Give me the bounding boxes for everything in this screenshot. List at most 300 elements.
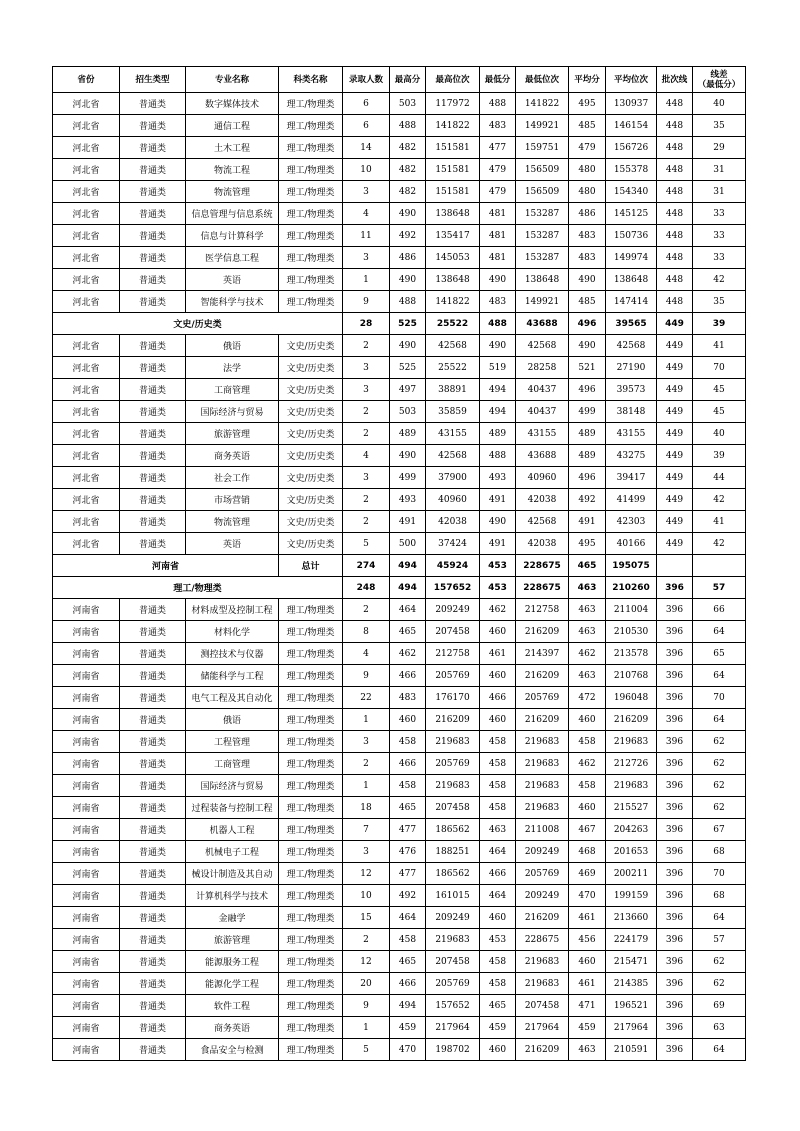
table-cell: 214397 — [516, 643, 569, 665]
table-cell: 458 — [480, 797, 516, 819]
column-header: 平均分 — [569, 67, 606, 93]
table-cell: 理工/物理类 — [279, 1017, 343, 1039]
table-cell: 481 — [480, 203, 516, 225]
table-cell: 42 — [693, 269, 746, 291]
table-cell: 483 — [569, 247, 606, 269]
table-cell: 209249 — [426, 907, 480, 929]
table-cell: 491 — [390, 511, 426, 533]
table-cell: 14 — [343, 137, 390, 159]
table-cell: 219683 — [516, 775, 569, 797]
table-cell: 41 — [693, 335, 746, 357]
table-cell: 448 — [657, 115, 693, 137]
table-cell: 金融学 — [186, 907, 279, 929]
table-cell: 普通类 — [120, 665, 186, 687]
table-cell: 工商管理 — [186, 753, 279, 775]
table-cell: 461 — [569, 907, 606, 929]
table-row — [53, 1039, 746, 1061]
table-cell: 67 — [693, 819, 746, 841]
total-row — [53, 555, 746, 577]
table-cell: 138648 — [426, 269, 480, 291]
table-cell: 35859 — [426, 401, 480, 423]
table-cell: 153287 — [516, 247, 569, 269]
table-row — [53, 775, 746, 797]
table-cell: 448 — [657, 137, 693, 159]
table-cell: 490 — [390, 269, 426, 291]
table-cell: 文史/历史类 — [279, 445, 343, 467]
table-cell: 396 — [657, 841, 693, 863]
table-cell: 河北省 — [53, 247, 120, 269]
table-cell: 448 — [657, 269, 693, 291]
table-cell: 396 — [657, 1017, 693, 1039]
table-cell: 河南省 — [53, 885, 120, 907]
table-row — [53, 247, 746, 269]
table-cell: 理工/物理类 — [279, 863, 343, 885]
table-cell: 460 — [480, 709, 516, 731]
table-cell: 153287 — [516, 203, 569, 225]
table-cell: 519 — [480, 357, 516, 379]
table-cell: 储能科学与工程 — [186, 665, 279, 687]
table-cell: 2 — [343, 511, 390, 533]
table-body — [53, 93, 746, 1061]
table-cell: 156509 — [516, 181, 569, 203]
table-cell: 458 — [480, 973, 516, 995]
table-cell: 过程装备与控制工程 — [186, 797, 279, 819]
table-cell: 138648 — [606, 269, 657, 291]
table-cell: 448 — [657, 159, 693, 181]
table-cell: 205769 — [426, 665, 480, 687]
table-cell: 理工/物理类 — [279, 841, 343, 863]
table-cell: 135417 — [426, 225, 480, 247]
table-cell: 480 — [569, 181, 606, 203]
total-cell: 465 — [569, 555, 606, 577]
table-cell: 理工/物理类 — [279, 885, 343, 907]
table-cell: 521 — [569, 357, 606, 379]
table-cell: 河北省 — [53, 379, 120, 401]
table-cell: 普通类 — [120, 489, 186, 511]
table-row — [53, 731, 746, 753]
table-cell: 460 — [480, 907, 516, 929]
table-cell: 491 — [480, 533, 516, 555]
table-cell: 466 — [390, 973, 426, 995]
table-cell: 486 — [569, 203, 606, 225]
table-cell: 河南省 — [53, 841, 120, 863]
table-cell: 460 — [480, 1039, 516, 1061]
table-cell: 462 — [480, 599, 516, 621]
table-cell: 31 — [693, 181, 746, 203]
table-cell: 449 — [657, 489, 693, 511]
subtotal-cell: 157652 — [426, 577, 480, 599]
subtotal-cell: 25522 — [426, 313, 480, 335]
table-cell: 42038 — [516, 533, 569, 555]
subtotal-cell: 525 — [390, 313, 426, 335]
table-row — [53, 115, 746, 137]
table-cell: 493 — [390, 489, 426, 511]
table-cell: 492 — [390, 885, 426, 907]
column-header: 平均位次 — [606, 67, 657, 93]
table-cell: 43155 — [426, 423, 480, 445]
table-cell: 理工/物理类 — [279, 951, 343, 973]
table-cell: 42038 — [516, 489, 569, 511]
table-cell: 68 — [693, 841, 746, 863]
table-cell: 207458 — [426, 621, 480, 643]
table-cell: 河南省 — [53, 1039, 120, 1061]
table-cell: 文史/历史类 — [279, 489, 343, 511]
table-cell: 普通类 — [120, 753, 186, 775]
table-cell: 40166 — [606, 533, 657, 555]
table-cell: 38148 — [606, 401, 657, 423]
table-cell: 147414 — [606, 291, 657, 313]
table-row — [53, 445, 746, 467]
table-cell: 458 — [480, 731, 516, 753]
table-cell: 396 — [657, 643, 693, 665]
table-cell: 河南省 — [53, 731, 120, 753]
table-cell: 70 — [693, 357, 746, 379]
table-cell: 449 — [657, 357, 693, 379]
table-cell: 物流管理 — [186, 511, 279, 533]
table-cell: 196048 — [606, 687, 657, 709]
table-cell: 河北省 — [53, 203, 120, 225]
table-cell: 205769 — [426, 753, 480, 775]
table-cell: 普通类 — [120, 115, 186, 137]
table-cell: 458 — [390, 731, 426, 753]
table-cell: 文史/历史类 — [279, 423, 343, 445]
table-cell: 9 — [343, 665, 390, 687]
table-cell: 物流管理 — [186, 181, 279, 203]
table-cell: 212758 — [516, 599, 569, 621]
table-cell: 207458 — [426, 951, 480, 973]
table-cell: 207458 — [426, 797, 480, 819]
table-cell: 449 — [657, 379, 693, 401]
table-cell: 216209 — [426, 709, 480, 731]
table-cell: 472 — [569, 687, 606, 709]
table-cell: 216209 — [516, 621, 569, 643]
table-cell: 396 — [657, 907, 693, 929]
table-cell: 理工/物理类 — [279, 247, 343, 269]
table-cell: 33 — [693, 247, 746, 269]
subtotal-cell: 28 — [343, 313, 390, 335]
table-cell: 149974 — [606, 247, 657, 269]
table-row — [53, 687, 746, 709]
table-cell: 490 — [390, 335, 426, 357]
table-cell: 490 — [480, 335, 516, 357]
table-cell: 463 — [569, 1039, 606, 1061]
table-cell: 396 — [657, 819, 693, 841]
table-cell: 文史/历史类 — [279, 357, 343, 379]
table-cell: 463 — [480, 819, 516, 841]
table-cell: 河北省 — [53, 137, 120, 159]
table-cell: 495 — [569, 533, 606, 555]
table-cell: 42038 — [426, 511, 480, 533]
table-cell: 法学 — [186, 357, 279, 379]
table-cell: 40437 — [516, 401, 569, 423]
table-cell: 河南省 — [53, 621, 120, 643]
table-cell: 42303 — [606, 511, 657, 533]
table-cell: 普通类 — [120, 511, 186, 533]
table-cell: 491 — [569, 511, 606, 533]
table-cell: 219683 — [516, 973, 569, 995]
table-cell: 普通类 — [120, 973, 186, 995]
table-row — [53, 137, 746, 159]
table-row — [53, 93, 746, 115]
table-cell: 448 — [657, 225, 693, 247]
table-cell: 社会工作 — [186, 467, 279, 489]
table-cell: 205769 — [516, 863, 569, 885]
table-cell: 俄语 — [186, 335, 279, 357]
table-cell: 河南省 — [53, 951, 120, 973]
table-cell: 2 — [343, 401, 390, 423]
table-cell: 4 — [343, 445, 390, 467]
table-cell: 461 — [480, 643, 516, 665]
table-row — [53, 753, 746, 775]
table-cell: 9 — [343, 995, 390, 1017]
table-cell: 492 — [390, 225, 426, 247]
table-cell: 503 — [390, 401, 426, 423]
table-cell: 62 — [693, 951, 746, 973]
table-cell: 219683 — [516, 753, 569, 775]
table-cell: 普通类 — [120, 1039, 186, 1061]
table-cell: 396 — [657, 951, 693, 973]
table-cell: 449 — [657, 467, 693, 489]
table-cell: 河南省 — [53, 709, 120, 731]
table-cell: 488 — [390, 291, 426, 313]
table-cell: 479 — [480, 181, 516, 203]
table-cell: 449 — [657, 511, 693, 533]
table-cell: 42 — [693, 489, 746, 511]
table-cell: 旅游管理 — [186, 929, 279, 951]
table-cell: 普通类 — [120, 841, 186, 863]
table-cell: 18 — [343, 797, 390, 819]
table-cell: 文史/历史类 — [279, 379, 343, 401]
table-cell: 464 — [480, 841, 516, 863]
table-cell: 207458 — [516, 995, 569, 1017]
table-cell: 文史/历史类 — [279, 335, 343, 357]
table-row — [53, 973, 746, 995]
table-cell: 151581 — [426, 159, 480, 181]
table-cell: 462 — [390, 643, 426, 665]
table-cell: 3 — [343, 379, 390, 401]
table-cell: 机器人工程 — [186, 819, 279, 841]
table-row — [53, 533, 746, 555]
table-cell: 216209 — [516, 665, 569, 687]
table-row — [53, 159, 746, 181]
table-cell: 483 — [480, 291, 516, 313]
table-cell: 490 — [480, 511, 516, 533]
table-cell: 理工/物理类 — [279, 709, 343, 731]
table-cell: 489 — [390, 423, 426, 445]
table-cell: 物流工程 — [186, 159, 279, 181]
table-cell: 471 — [569, 995, 606, 1017]
table-cell: 62 — [693, 797, 746, 819]
table-cell: 4 — [343, 643, 390, 665]
table-row — [53, 269, 746, 291]
table-cell: 河北省 — [53, 489, 120, 511]
table-cell: 河北省 — [53, 181, 120, 203]
column-header: 最高分 — [390, 67, 426, 93]
table-cell: 213578 — [606, 643, 657, 665]
table-cell: 204263 — [606, 819, 657, 841]
table-row — [53, 1017, 746, 1039]
table-cell: 河北省 — [53, 401, 120, 423]
subtotal-cell: 43688 — [516, 313, 569, 335]
table-cell: 488 — [390, 115, 426, 137]
table-cell: 205769 — [426, 973, 480, 995]
table-cell: 499 — [390, 467, 426, 489]
table-cell: 理工/物理类 — [279, 181, 343, 203]
table-row — [53, 357, 746, 379]
table-cell: 494 — [480, 379, 516, 401]
table-cell: 文史/历史类 — [279, 401, 343, 423]
table-cell: 1 — [343, 1017, 390, 1039]
total-cell: 45924 — [426, 555, 480, 577]
table-cell: 普通类 — [120, 819, 186, 841]
table-cell: 41 — [693, 511, 746, 533]
table-cell: 213660 — [606, 907, 657, 929]
column-header: 招生类型 — [120, 67, 186, 93]
table-cell: 普通类 — [120, 709, 186, 731]
table-cell: 普通类 — [120, 159, 186, 181]
table-row — [53, 467, 746, 489]
table-cell: 3 — [343, 247, 390, 269]
table-cell: 普通类 — [120, 445, 186, 467]
table-cell: 测控技术与仪器 — [186, 643, 279, 665]
table-cell: 理工/物理类 — [279, 753, 343, 775]
table-cell: 145053 — [426, 247, 480, 269]
table-cell: 40 — [693, 423, 746, 445]
column-header: 录取人数 — [343, 67, 390, 93]
table-cell: 477 — [480, 137, 516, 159]
table-cell: 62 — [693, 731, 746, 753]
table-cell: 河南省 — [53, 995, 120, 1017]
table-cell: 62 — [693, 973, 746, 995]
table-cell: 国际经济与贸易 — [186, 775, 279, 797]
table-cell: 449 — [657, 335, 693, 357]
total-cell: 453 — [480, 555, 516, 577]
table-cell: 467 — [569, 819, 606, 841]
table-cell: 普通类 — [120, 401, 186, 423]
table-cell: 490 — [480, 269, 516, 291]
total-cell — [693, 555, 746, 577]
table-cell: 河南省 — [53, 687, 120, 709]
table-cell: 210591 — [606, 1039, 657, 1061]
table-cell: 503 — [390, 93, 426, 115]
table-row — [53, 203, 746, 225]
table-cell: 460 — [390, 709, 426, 731]
column-header: 批次线 — [657, 67, 693, 93]
table-cell: 57 — [693, 929, 746, 951]
table-cell: 215471 — [606, 951, 657, 973]
table-cell: 212758 — [426, 643, 480, 665]
column-header: 最高位次 — [426, 67, 480, 93]
table-cell: 62 — [693, 775, 746, 797]
table-cell: 河北省 — [53, 357, 120, 379]
table-cell: 15 — [343, 907, 390, 929]
table-cell: 460 — [569, 797, 606, 819]
table-cell: 4 — [343, 203, 390, 225]
table-cell: 130937 — [606, 93, 657, 115]
table-cell: 490 — [390, 203, 426, 225]
table-cell: 41499 — [606, 489, 657, 511]
table-cell: 491 — [480, 489, 516, 511]
table-cell: 22 — [343, 687, 390, 709]
table-cell: 7 — [343, 819, 390, 841]
table-cell: 396 — [657, 709, 693, 731]
table-cell: 文史/历史类 — [279, 511, 343, 533]
table-cell: 396 — [657, 599, 693, 621]
table-cell: 465 — [480, 995, 516, 1017]
table-cell: 216209 — [606, 709, 657, 731]
table-cell: 483 — [480, 115, 516, 137]
table-cell: 河南省 — [53, 1017, 120, 1039]
table-cell: 33 — [693, 203, 746, 225]
table-cell: 普通类 — [120, 863, 186, 885]
table-cell: 31 — [693, 159, 746, 181]
subtotal-cell: 449 — [657, 313, 693, 335]
table-cell: 448 — [657, 291, 693, 313]
table-cell: 396 — [657, 665, 693, 687]
table-cell: 396 — [657, 797, 693, 819]
table-cell: 旅游管理 — [186, 423, 279, 445]
table-cell: 普通类 — [120, 291, 186, 313]
table-cell: 496 — [569, 467, 606, 489]
table-cell: 212726 — [606, 753, 657, 775]
table-cell: 482 — [390, 159, 426, 181]
table-cell: 483 — [390, 687, 426, 709]
table-cell: 43155 — [606, 423, 657, 445]
table-cell: 219683 — [516, 731, 569, 753]
table-cell: 396 — [657, 885, 693, 907]
table-cell: 396 — [657, 1039, 693, 1061]
table-cell: 普通类 — [120, 423, 186, 445]
table-cell: 3 — [343, 467, 390, 489]
table-cell: 5 — [343, 1039, 390, 1061]
table-cell: 普通类 — [120, 907, 186, 929]
table-row — [53, 665, 746, 687]
table-cell: 理工/物理类 — [279, 93, 343, 115]
table-cell: 496 — [569, 379, 606, 401]
table-cell: 483 — [569, 225, 606, 247]
table-cell: 理工/物理类 — [279, 775, 343, 797]
table-cell: 480 — [569, 159, 606, 181]
table-row — [53, 841, 746, 863]
table-cell: 396 — [657, 753, 693, 775]
table-cell: 理工/物理类 — [279, 1039, 343, 1061]
column-header: 最低位次 — [516, 67, 569, 93]
table-cell: 理工/物理类 — [279, 599, 343, 621]
table-cell: 396 — [657, 929, 693, 951]
table-row — [53, 225, 746, 247]
table-cell: 工商管理 — [186, 379, 279, 401]
table-cell: 490 — [390, 445, 426, 467]
table-cell: 186562 — [426, 819, 480, 841]
table-cell: 525 — [390, 357, 426, 379]
table-cell: 151581 — [426, 181, 480, 203]
table-cell: 153287 — [516, 225, 569, 247]
table-row — [53, 643, 746, 665]
table-cell: 63 — [693, 1017, 746, 1039]
table-cell: 理工/物理类 — [279, 137, 343, 159]
subtotal-cell: 496 — [569, 313, 606, 335]
table-cell: 479 — [480, 159, 516, 181]
table-cell: 39417 — [606, 467, 657, 489]
table-cell: 12 — [343, 863, 390, 885]
table-cell: 396 — [657, 995, 693, 1017]
table-cell: 209249 — [516, 841, 569, 863]
table-cell: 396 — [657, 687, 693, 709]
table-cell: 217964 — [606, 1017, 657, 1039]
table-cell: 食品安全与检测 — [186, 1039, 279, 1061]
table-cell: 159751 — [516, 137, 569, 159]
table-cell: 河北省 — [53, 533, 120, 555]
